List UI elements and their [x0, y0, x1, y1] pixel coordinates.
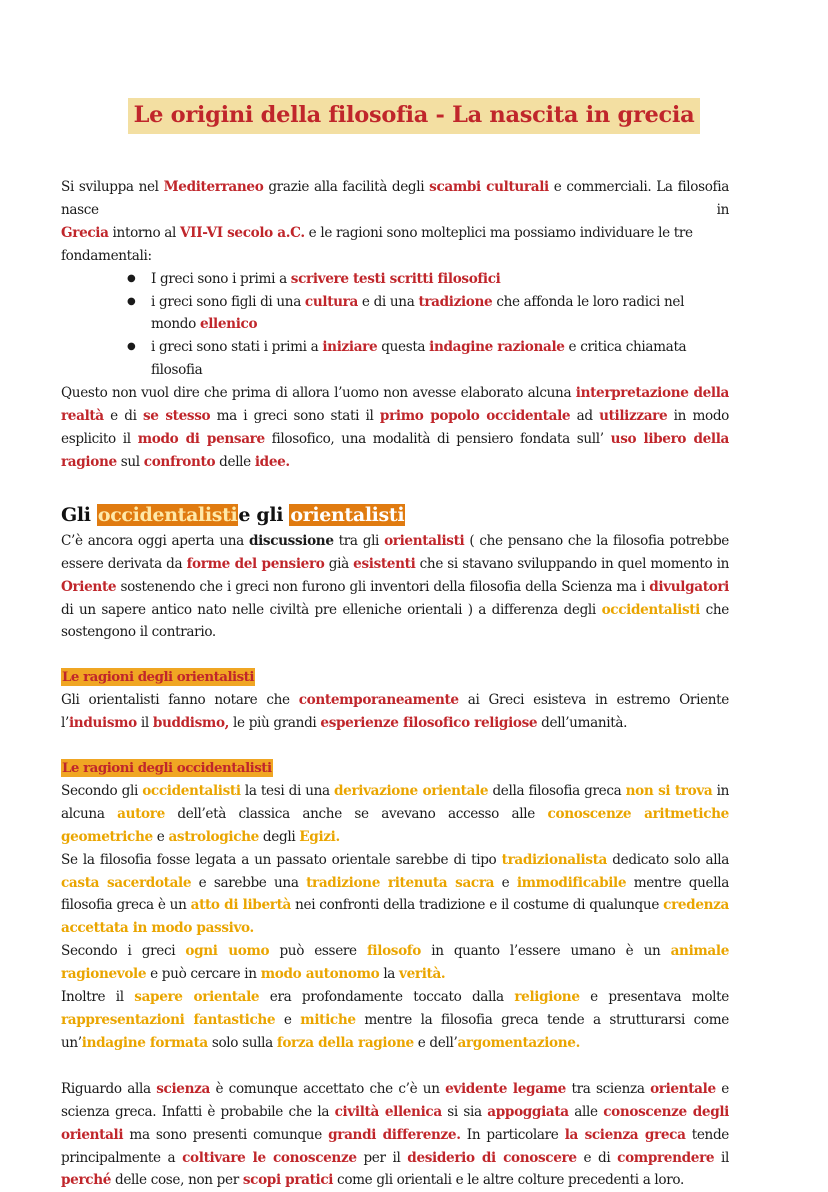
document-body [61, 176, 729, 1192]
intro-line-1 [61, 176, 729, 222]
keyword: astrologiche [168, 828, 259, 845]
keyword: forza della ragione [276, 1034, 414, 1051]
text: era profondamente toccato dalla [259, 989, 515, 1006]
text: si sia [441, 1103, 488, 1120]
text: dell’età classica anche se avevano accesso alle [164, 805, 548, 822]
text: ( che pensano che la filosofia potrebbe essere derivata da [61, 532, 729, 572]
text: e presentava molte [579, 989, 729, 1006]
text: tende principalmente a [61, 1126, 729, 1166]
text: solo sulla [207, 1034, 277, 1051]
text: nei confronti della tradizione e il costume di qualunque [290, 897, 664, 914]
text: ma i greci sono stati il [210, 408, 380, 425]
scienza-paragraph [61, 1078, 729, 1192]
text: Si sviluppa nel [61, 179, 164, 195]
text: Gli [61, 503, 97, 526]
highlight: occidentalisti [97, 503, 238, 526]
keyword: contemporaneamente [298, 692, 459, 709]
text: che sostengono il contrario. [61, 601, 729, 641]
text: delle cose, non per [111, 1172, 243, 1189]
text: e dell’ [413, 1034, 458, 1051]
keyword: orientale [650, 1080, 716, 1097]
keyword: autore [117, 805, 165, 822]
spacer [61, 735, 729, 757]
keyword: perché [61, 1172, 112, 1189]
keyword: argomentazione. [457, 1034, 580, 1051]
keyword: tradizione [418, 293, 493, 310]
list-item [127, 291, 729, 337]
text: filosofico, una modalità di pensiero fondata sull’ [264, 430, 611, 447]
text: e di [576, 1149, 618, 1166]
keyword: occidentalisti [601, 601, 700, 618]
keyword: civiltà ellenica [334, 1103, 442, 1120]
text: ad [570, 408, 600, 425]
keyword: iniziare [322, 339, 378, 356]
text: e [152, 828, 169, 845]
intro-line-2 [61, 222, 729, 268]
text: tra scienza [565, 1080, 651, 1097]
text: I greci sono i primi a [151, 270, 291, 287]
occidentalisti-paragraph-4 [61, 986, 729, 1055]
keyword: indagine razionale [429, 339, 565, 356]
keyword: utilizzare [599, 408, 668, 425]
text: e le ragioni sono molteplici ma possiamo individuare le tre fondamentali: [61, 224, 693, 264]
text: delle [215, 453, 255, 470]
keyword: appoggiata [487, 1103, 569, 1120]
keyword: orientalisti [384, 532, 465, 549]
text: e [275, 1012, 301, 1028]
text: e gli [238, 503, 290, 526]
text: e scienza greca. Infatti è probabile che la [61, 1080, 729, 1120]
keyword: discussione [248, 532, 334, 549]
keyword: uso libero della ragione [61, 430, 729, 470]
keyword: cultura [304, 293, 358, 310]
keyword: confronto [143, 453, 216, 470]
keyword: verità. [399, 966, 446, 983]
intro-paragraph-2 [61, 382, 729, 474]
text: Riguardo alla [61, 1080, 157, 1097]
text: la tesi di una [240, 782, 335, 799]
highlight: orientalisti [290, 503, 405, 526]
text: dedicato solo alla [607, 851, 729, 868]
keyword: tradizione ritenuta sacra [306, 874, 495, 891]
keyword: divulgatori [649, 578, 729, 595]
title-wrap [0, 98, 828, 134]
keyword: Oriente [61, 578, 117, 595]
text: intorno al [108, 224, 180, 241]
keyword: grandi differenze. [328, 1126, 461, 1143]
reasons-list [61, 268, 729, 383]
text: Secondo gli [61, 782, 143, 799]
keyword: indagine formata [81, 1034, 208, 1051]
text: per il [356, 1149, 408, 1166]
keyword: desiderio di conoscere [407, 1149, 577, 1166]
text: e di una [357, 293, 419, 310]
text: in alcuna [61, 782, 729, 822]
keyword: VII-VI secolo a.C. [179, 224, 305, 241]
text: e può cercare in [146, 966, 261, 983]
keyword: derivazione orientale [334, 782, 489, 799]
text: ma sono presenti comunque [123, 1126, 329, 1143]
text: può essere [269, 943, 367, 960]
text: e di [103, 408, 143, 425]
keyword: conoscenze aritmetiche geometriche [61, 805, 729, 845]
text: di un sapere antico nato nelle civiltà pre elleniche orientali ) a differenza degli [61, 601, 602, 618]
text: sul [116, 453, 144, 470]
text: mentre la filosofia greca tende a strutturarsi come un’ [61, 1012, 729, 1051]
text: degli [258, 828, 300, 845]
text: la [379, 966, 400, 983]
keyword: occidentalisti [142, 782, 241, 799]
list-item [127, 336, 729, 382]
text: In particolare [460, 1126, 565, 1143]
keyword: casta sacerdotale [61, 874, 192, 891]
text: della filosofia greca [488, 782, 626, 799]
keyword: immodificabile [516, 874, 627, 891]
keyword: religione [514, 989, 580, 1006]
text: è comunque accettato che c’è un [209, 1080, 446, 1097]
text: in modo esplicito il [61, 408, 730, 447]
list-item [127, 268, 729, 291]
keyword: animale ragionevole [61, 943, 729, 983]
text: tra gli [333, 532, 385, 549]
keyword: evidente legame [445, 1080, 566, 1097]
keyword: filosofo [366, 943, 422, 960]
text: Se la filosofia fosse legata a un passato orientale sarebbe di tipo [61, 851, 502, 868]
orientalisti-paragraph [61, 689, 729, 735]
occidentalisti-paragraph-2 [61, 849, 729, 941]
keyword: atto di libertà [190, 897, 291, 914]
text: alle [568, 1103, 604, 1120]
text: questa [377, 339, 430, 356]
text: e critica chiamata filosofia [151, 339, 687, 379]
text: Questo non vuol dire che prima di allora l’uomo non avesse elaborato alcuna [61, 385, 576, 402]
occidentalisti-paragraph-3 [61, 940, 729, 986]
text: i greci sono figli di una [151, 293, 305, 310]
keyword: scrivere testi scritti filosofici [290, 270, 501, 287]
text: Inoltre il [61, 989, 135, 1006]
keyword: modo di pensare [137, 430, 265, 447]
keyword: Egizi. [299, 828, 340, 845]
keyword: la scienza greca [564, 1126, 686, 1143]
keyword: ellenico [199, 316, 258, 333]
keyword: comprendere [617, 1149, 715, 1166]
text: C’è ancora oggi aperta una [61, 532, 249, 549]
spacer [61, 1055, 729, 1078]
keyword: non si trova [625, 782, 713, 799]
text: in quanto l’essere umano è un [421, 943, 671, 960]
text: e sarebbe una [191, 874, 307, 891]
text: i greci sono stati i primi a [151, 339, 323, 356]
text: Secondo i greci [61, 943, 186, 960]
page-title: Le origini della filosofia - La nascita in grecia [128, 98, 701, 134]
text: mentre quella filosofia greca è un [61, 874, 730, 914]
text: come gli orientali e le altre colture precedenti a loro. [333, 1172, 684, 1189]
text: e commerciali. La filosofia nasce in [61, 179, 729, 218]
spacer [61, 644, 729, 666]
keyword: primo popolo occidentale [379, 408, 571, 425]
subheading-occidentalisti: Le ragioni degli occidentalisti [62, 760, 272, 777]
keyword: conoscenze degli orientali [61, 1103, 729, 1143]
keyword: coltivare le conoscenze [182, 1149, 357, 1166]
subheading-orientalisti: Le ragioni degli orientalisti [62, 669, 254, 686]
section-paragraph [61, 530, 729, 645]
keyword: modo autonomo [260, 966, 380, 983]
keyword: interpretazione della realtà [61, 385, 730, 425]
text: ai Greci esisteva in estremo Oriente l’ [61, 692, 729, 732]
text: e [494, 874, 517, 891]
section-heading [61, 502, 729, 528]
keyword: mitiche [300, 1012, 356, 1028]
keyword: esperienze filosofico religiose [320, 715, 538, 732]
keyword: tradizionalista [501, 851, 608, 868]
text: Gli orientalisti fanno notare che [61, 692, 299, 709]
text: che affonda le loro radici nel mondo [151, 293, 685, 333]
keyword: se stesso [142, 408, 211, 425]
keyword: Grecia [61, 224, 109, 241]
text: che si stavano sviluppando in quel momento in [415, 555, 729, 572]
keyword: rappresentazioni fantastiche [61, 1012, 276, 1028]
text: grazie alla facilità degli [263, 179, 430, 195]
keyword: scambi culturali [429, 179, 549, 195]
keyword: scienza [156, 1080, 210, 1097]
keyword: scopi pratici [242, 1172, 334, 1189]
keyword: ogni uomo [185, 943, 270, 960]
occidentalisti-paragraph-1 [61, 780, 729, 849]
keyword: Mediterraneo [163, 179, 264, 195]
keyword: buddismo, [152, 715, 230, 732]
keyword: forme del pensiero [186, 555, 325, 572]
text: già [324, 555, 354, 572]
keyword: credenza accettata in modo passivo. [61, 897, 729, 937]
keyword: esistenti [353, 555, 416, 572]
keyword: idee. [254, 453, 290, 470]
text: le più grandi [229, 715, 321, 732]
text: il [136, 715, 153, 732]
keyword: sapere orientale [134, 989, 260, 1006]
text: dell’umanità. [537, 715, 628, 732]
text: sostenendo che i greci non furono gli inventori della filosofia della Scienza ma i [116, 578, 650, 595]
keyword: induismo [68, 715, 137, 732]
text: il [714, 1149, 730, 1166]
